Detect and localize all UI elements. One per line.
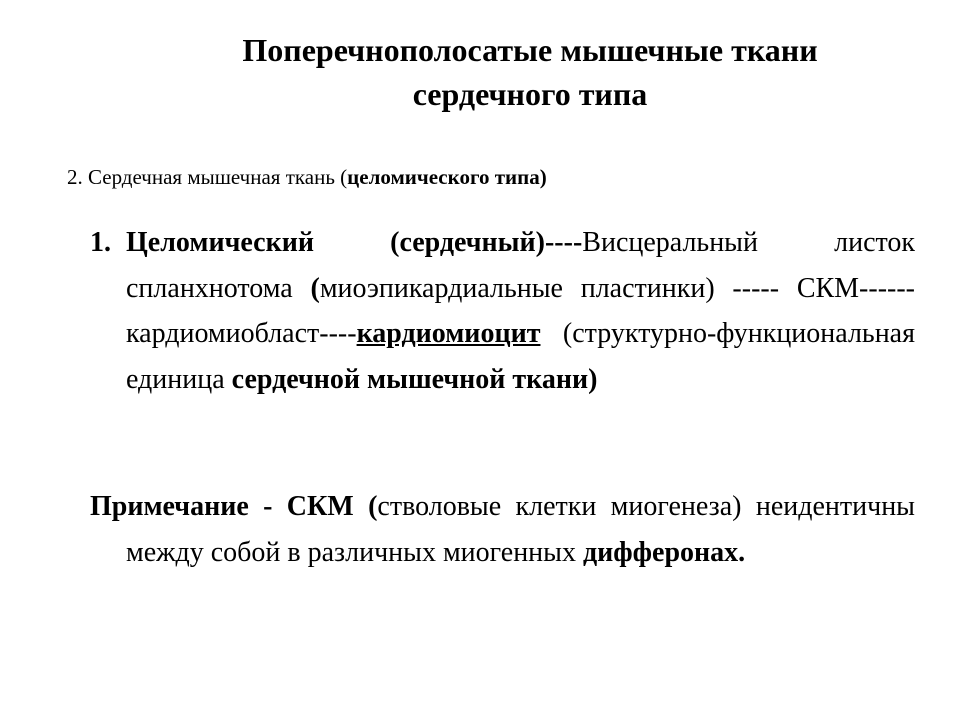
note-paragraph xyxy=(90,484,915,575)
note-text-1: стволовые клетки миогенеза) неидентичны между собой в различных миогенных xyxy=(126,491,915,568)
item1-bold-2: ( xyxy=(310,272,320,304)
item1-underlined-term: кардиомиоцит xyxy=(356,318,541,349)
item1-bold-3: сердечной мышечной ткани) xyxy=(231,363,598,395)
list-item-1 xyxy=(90,220,916,402)
slide-title xyxy=(100,28,960,116)
list-item-number: 1. xyxy=(90,227,111,258)
subtitle-bold: целомического типа) xyxy=(347,165,547,189)
item1-bold-1: Целомический (сердечный)---- xyxy=(126,227,583,258)
note-bold-2: дифферонах. xyxy=(582,536,746,568)
note-bold-1: Примечание - СКМ ( xyxy=(90,491,378,522)
title-line-1: Поперечнополосатые мышечные ткани xyxy=(242,32,818,68)
item1-text-1: Висцеральный листок спланхнотома xyxy=(126,227,915,304)
subtitle-prefix: 2. Сердечная мышечная ткань ( xyxy=(67,165,348,189)
subtitle xyxy=(67,163,547,191)
item1-text-3: (структурно-функциональная единица xyxy=(126,318,915,395)
title-line-2: сердечного типа xyxy=(412,76,648,112)
item1-text-2: миоэпикардиальные пластинки) ----- СКМ------кардиомиобласт---- xyxy=(126,272,916,349)
